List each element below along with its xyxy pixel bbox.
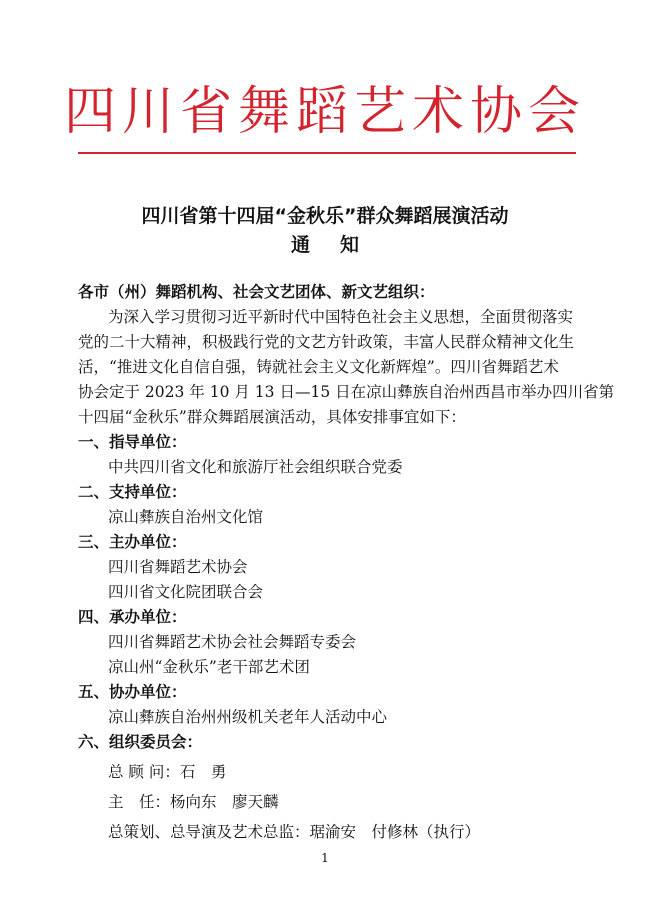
- intro-line: 十四届“金秋乐”群众舞蹈展演活动，具体安排事宜如下：: [78, 408, 466, 426]
- section-item: 总 顾 问：石 勇: [108, 763, 227, 781]
- section-heading: 二、支持单位：: [78, 483, 187, 501]
- section-heading: 五、协办单位：: [78, 683, 187, 701]
- section-item: 凉山彝族自治州州级机关老年人活动中心: [108, 708, 388, 726]
- section-item: 凉山彝族自治州文化馆: [108, 508, 264, 526]
- salutation: 各市（州）舞蹈机构、社会文艺团体、新文艺组织：: [78, 283, 435, 301]
- section-heading: 四、承办单位：: [78, 608, 187, 626]
- section-item: 中共四川省文化和旅游厅社会组织联合党委: [108, 458, 403, 476]
- section-heading: 三、主办单位：: [78, 533, 187, 551]
- section-heading: 一、指导单位：: [78, 433, 187, 451]
- intro-line: 协会定于 2023 年 10 月 13 日—15 日在凉山彝族自治州西昌市举办四川省第: [78, 383, 615, 401]
- section-item: 凉山州“金秋乐”老干部艺术团: [108, 658, 310, 676]
- section-item: 四川省文化院团联合会: [108, 583, 264, 601]
- notice-subtitle-text: 通知: [290, 234, 389, 256]
- section-item: 总策划、总导演及艺术总监：琚渝安 付修林（执行）: [108, 823, 481, 841]
- section-heading: 六、组织委员会：: [78, 733, 203, 751]
- masthead-rule: [78, 152, 576, 154]
- notice-subtitle: [0, 230, 650, 257]
- section-item: 四川省舞蹈艺术协会社会舞蹈专委会: [108, 633, 357, 651]
- intro-line: 为深入学习贯彻习近平新时代中国特色社会主义思想，全面贯彻落实: [108, 308, 574, 326]
- page-number: 1: [321, 851, 329, 865]
- masthead-title: 四川省舞蹈艺术协会: [63, 82, 586, 142]
- intro-line: 党的二十大精神，积极践行党的文艺方针政策，丰富人民群众精神文化生: [78, 333, 575, 351]
- notice-title: 四川省第十四届“金秋乐”群众舞蹈展演活动: [141, 205, 509, 227]
- intro-line: 活，“推进文化自信自强，铸就社会主义文化新辉煌”。四川省舞蹈艺术: [78, 358, 559, 376]
- section-item: 四川省舞蹈艺术协会: [108, 558, 248, 576]
- section-item: 主 任：杨向东 廖天麟: [108, 793, 279, 811]
